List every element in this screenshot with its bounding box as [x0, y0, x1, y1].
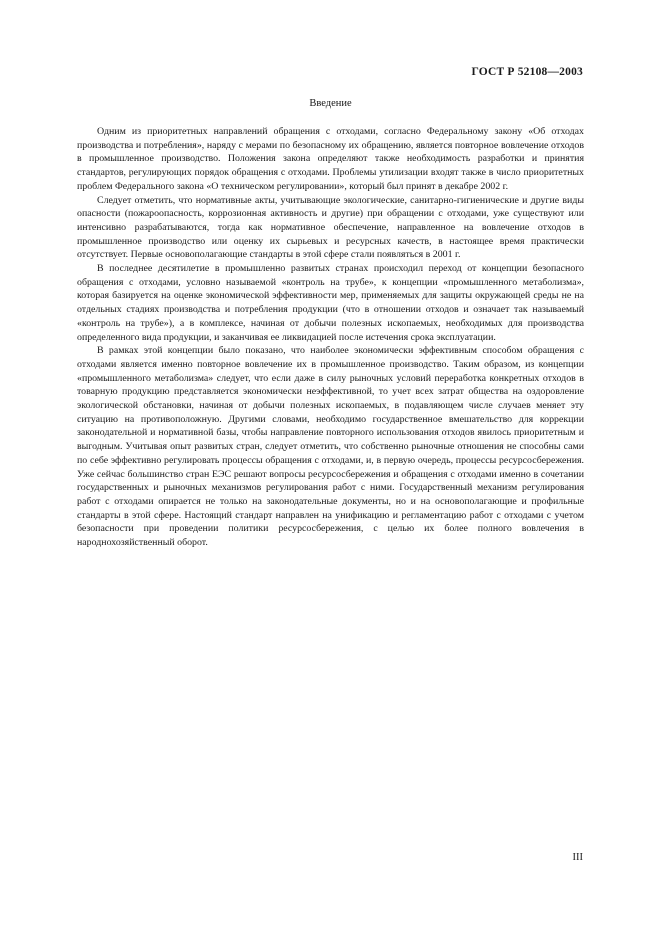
- page-number: III: [572, 852, 583, 863]
- section-title: Введение: [309, 98, 352, 109]
- paragraph: Одним из приоритетных направлений обращения с отходами, согласно Федеральному закону «Об отходах производства и потребления», наряду с мерами по безопасному их обращению, является повторное вовлечение отходов в промышленное производство. Положения закона определяют также необходимость разработки и принятия стандартов, регулирующих порядок обращения с отходами. Проблемы утилизации входят также в число приоритетных проблем Федерального закона «О техническом регулировании», который был принят в декабре 2002 г.: [77, 126, 584, 192]
- paragraph: Следует отметить, что нормативные акты, учитывающие экологические, санитарно-гигиенические и другие виды опасности (пожароопасность, коррозионная активность и другие) при обращении с отходами, уже существуют или интенсивно разрабатываются, тогда как нормативное обеспечение, направленное на вовлечение отходов в промышленное производство или оценку их сырьевых и ресурсных качеств, в настоящее время практически отсутствует. Первые основополагающие стандарты в этой сфере стали появляться в 2001 г.: [77, 194, 584, 261]
- paragraph: В последнее десятилетие в промышленно развитых странах происходил переход от концепции безопасного обращения с отходами, условно называемой «контроль на трубе», к концепции «промышленного метаболизма», которая базируется на оценке экономической эффективности мер, применяемых для защиты окружающей среды не на отдельных стадиях производства и потребления продукции (что в отношении отходов и означает так называемый «контроль на трубе»), а в комплексе, начиная от добычи полезных ископаемых, необходимых для производства определенного вида продукции, и заканчивая ее ликвидацией после истечения срока эксплуатации.: [77, 263, 584, 343]
- document-body: [77, 125, 584, 550]
- document-header: ГОСТ Р 52108—2003: [471, 66, 583, 78]
- paragraph: В рамках этой концепции было показано, что наиболее экономически эффективным способом обращения с отходами является именно повторное вовлечение их в промышленное производство. Таким образом, из концепции «промышленного метаболизма» следует, что если даже в силу рыночных условий переработка конкретных отходов в товарную продукцию представляется экономически неэффективной, то учет всех затрат общества на оздоровление экологической обстановки, начиная от добычи полезных ископаемых, в подавляющем числе случаев меняет эту ситуацию на противоположную. Другими словами, необходимо государственное вмешательство для коррекции законодательной и нормативной базы, чтобы направление повторного использования отходов явилось приоритетным и выгодным. Учитывая опыт развитых стран, следует отметить, что собственно рыночные отношения не способны сами по себе эффективно регулировать процессы обращения с отходами, и, в первую очередь, процессы ресурсосбережения. Уже сейчас большинство стран ЕЭС решают вопросы ресурсосбережения и обращения с отходами именно в сочетании государственных и рыночных механизмов регулирования работ с ними. Государственный механизм регулирования работ с отходами опирается не только на законодательные документы, но и на основополагающие и профильные стандарты в этой сфере. Настоящий стандарт направлен на унификацию и регламентацию работ с отходами с учетом безопасности при проведении политики ресурсосбережения, с целью их более полного вовлечения в народнохозяйственный оборот.: [77, 345, 584, 549]
